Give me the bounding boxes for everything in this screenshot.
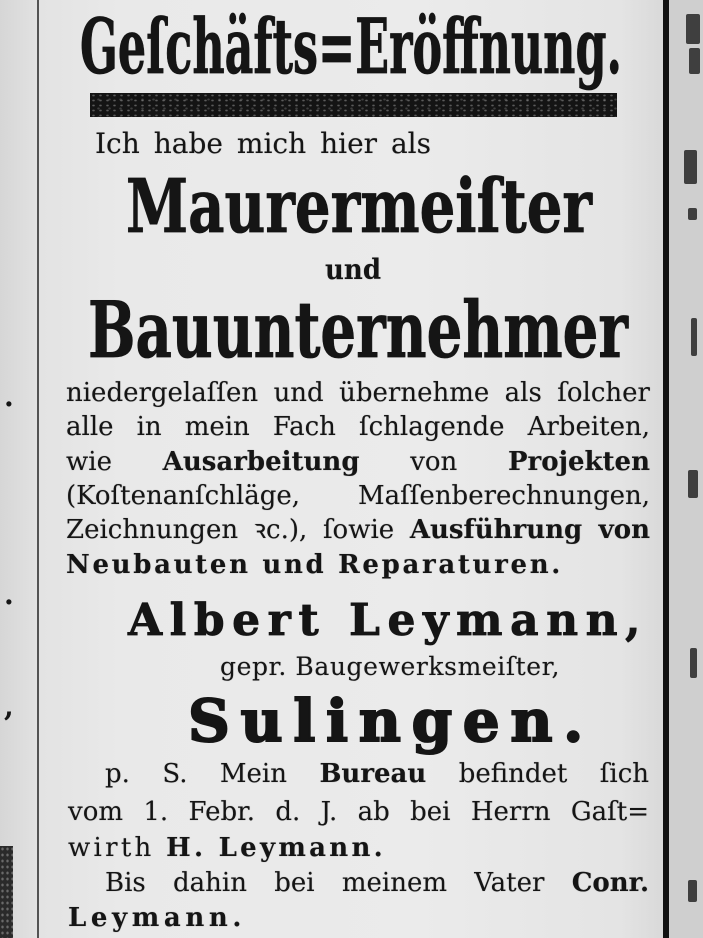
adjacent-column-left-remnant [0,846,13,938]
postscript-segment-emphasis: H. Leymann. [166,833,386,863]
body-line-text: niedergelaſſen und übernehme als ſolcher [66,378,650,408]
adjacent-column-fragment [688,208,697,220]
postscript-segment-emphasis: Conr. [571,868,649,898]
body-line-text: Neubauten und Reparaturen. [66,550,563,580]
body-segment: Zeichnungen ꝛc.), ſowie [66,515,395,545]
title-underline-bar [90,93,617,117]
body-line-final [66,548,563,582]
body-line [66,410,650,444]
ad-title-text: Geſchäfts=Eröffnung. [80,2,622,91]
proprietor-title-text: gepr. Baugewerksmeiſter, [220,652,560,681]
postscript-segment: wirth [68,833,155,863]
adjacent-column-fragment [690,648,697,678]
adjacent-column-fragment [684,150,697,184]
trade-secondary-text: Bauunternehmer [88,285,628,376]
postscript-segment-emphasis: Bureau [319,759,427,789]
body-line [66,376,650,410]
adjacent-column-fragment [688,470,698,498]
body-line-text: alle in mein Fach ſchlagende Arbeiten, [66,412,650,442]
trade-primary [126,166,592,248]
adjacent-column-left-fragment: . [4,380,14,413]
column-rule-left [37,0,39,938]
body-line [66,445,650,479]
postscript-line [105,757,649,791]
postscript-line [68,831,386,865]
body-segment: wie [66,447,112,477]
proprietor-title [220,649,560,685]
body-line-text [66,513,650,547]
adjacent-column-left-fragment: , [4,690,14,723]
adjacent-column-fragment [689,48,700,74]
body-line [66,513,650,547]
conjunction [325,253,381,287]
postscript-line-text [105,757,649,791]
body-segment-emphasis: Projekten [507,447,650,477]
adjacent-column-fragment [686,14,700,44]
proprietor-name [128,596,648,646]
town-name [188,687,594,755]
postscript-line-text: Leymann. [68,903,246,933]
body-line-text [66,445,650,479]
postscript-segment: Bis dahin bei meinem Vater [105,868,545,898]
postscript-segment: befindet ſich [458,759,650,789]
town-name-text: Sulingen. [188,687,594,755]
postscript-line-text [105,866,649,900]
postscript-line-final [68,901,246,935]
body-segment-emphasis: Ausführung von [409,515,651,545]
intro-line [95,126,431,162]
body-line [66,479,650,513]
body-line-text: (Koſtenanſchläge, Maſſenberechnungen, [66,481,650,511]
postscript-line-text: vom 1. Febr. d. J. ab bei Herrn Gaſt= [68,797,649,827]
postscript-line [105,866,649,900]
postscript-line-text [68,831,386,865]
trade-primary-text: Maurermeiſter [126,164,592,250]
postscript-segment: p. S. Mein [105,759,287,789]
body-segment: von [410,447,458,477]
adjacent-column-fragment [691,318,697,356]
body-segment-emphasis: Ausarbeitung [162,447,360,477]
adjacent-column-fragment [688,880,697,902]
conjunction-text: und [325,253,381,286]
proprietor-name-text: Albert Leymann, [128,595,648,646]
adjacent-column-left-fragment: . [4,578,14,611]
adjacent-column-right [669,0,703,938]
postscript-line [68,795,649,829]
intro-text: Ich habe mich hier als [95,127,431,160]
ad-title [80,0,622,94]
trade-secondary [88,285,628,376]
